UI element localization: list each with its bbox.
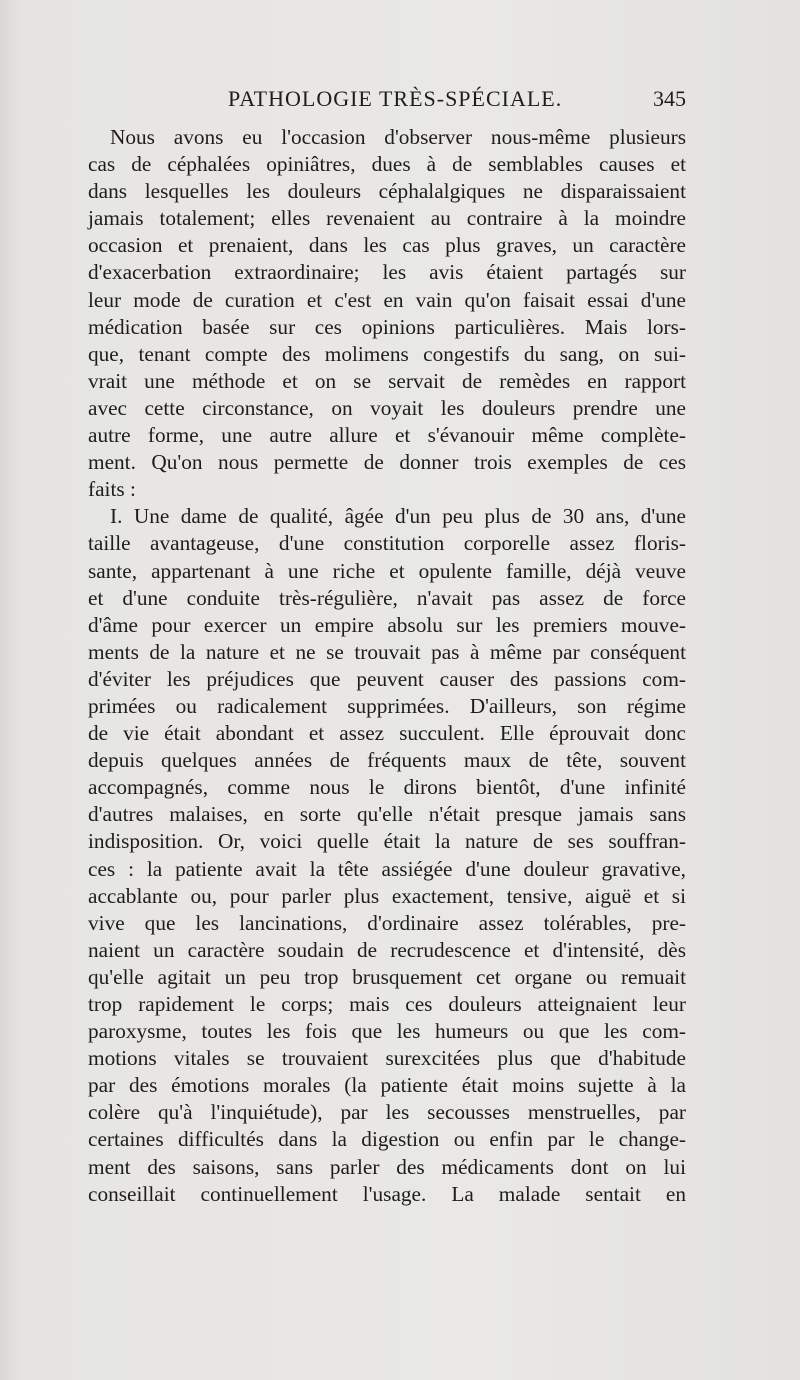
text-line: d'âme pour exercer un empire absolu sur les premiers mouve- [88,612,686,637]
text-line: accompagnés, comme nous le dirons bientôt, d'une infinité [88,775,686,800]
text-line: faits : [88,477,136,502]
text-line: I. Une dame de qualité, âgée d'un peu plus de 30 ans, d'une [110,504,686,529]
text-line: Nous avons eu l'occasion d'observer nous-même plusieurs [110,125,686,149]
text-line: d'exacerbation extraordinaire; les avis étaient partagés sur [88,260,686,285]
text-line: dans lesquelles les douleurs céphalalgiques ne disparaissaient [88,179,686,204]
text-line: par des émotions morales (la patiente était moins sujette à la [88,1073,686,1098]
text-line: taille avantageuse, d'une constitution corporelle assez floris- [88,531,686,556]
running-title: PATHOLOGIE TRÈS-SPÉCIALE. [228,86,563,111]
text-line: depuis quelques années de fréquents maux de tête, souvent [88,748,686,773]
text-line: occasion et prenaient, dans les cas plus graves, un caractère [88,233,686,258]
text-line: médication basée sur ces opinions particulières. Mais lors- [88,314,686,339]
text-line: trop rapidement le corps; mais ces douleurs atteignaient leur [88,992,686,1016]
text-line: d'autres malaises, en sorte qu'elle n'était presque jamais sans [88,802,686,827]
text-line: vive que les lancinations, d'ordinaire assez tolérables, pre- [88,910,686,935]
text-line: primées ou radicalement supprimées. D'ailleurs, son régime [88,693,686,718]
page-number: 345 [653,86,686,111]
text-line: sante, appartenant à une riche et opulente famille, déjà veuve [88,558,686,583]
text-line: d'éviter les préjudices que peuvent causer des passions com- [88,666,686,691]
text-line: naient un caractère soudain de recrudescence et d'intensité, dès [88,937,686,962]
page-header [86,86,686,116]
text-line: motions vitales se trouvaient surexcitées plus que d'habitude [88,1046,686,1071]
text-line: et d'une conduite très-régulière, n'avait pas assez de force [88,585,686,610]
text-line: jamais totalement; elles revenaient au contraire à la moindre [88,206,686,231]
text-line: conseillait continuellement l'usage. La malade sentait en [88,1181,686,1206]
text-line: ments de la nature et ne se trouvait pas à même par conséquent [88,639,686,664]
text-line: avec cette circonstance, on voyait les douleurs prendre une [88,395,686,420]
text-line: paroxysme, toutes les fois que les humeurs ou que les com- [88,1019,686,1044]
text-line: que, tenant compte des molimens congestifs du sang, on sui- [88,341,686,366]
text-line: cas de céphalées opiniâtres, dues à de semblables causes et [88,152,686,177]
text-line: indisposition. Or, voici quelle était la nature de ses souffran- [88,829,686,854]
text-line: de vie était abondant et assez succulent. Elle éprouvait donc [88,721,686,746]
text-line: autre forme, une autre allure et s'évanouir même complète- [88,423,686,448]
text-line: qu'elle agitait un peu trop brusquement cet organe ou remuait [88,964,686,989]
text-line: ment. Qu'on nous permette de donner trois exemples de ces [88,450,686,475]
text-line: certaines difficultés dans la digestion ou enfin par le change- [88,1127,686,1152]
text-line: colère qu'à l'inquiétude), par les secousses menstruelles, par [88,1100,686,1125]
text-line: vrait une méthode et on se servait de remèdes en rapport [88,368,686,393]
text-line: leur mode de curation et c'est en vain qu'on faisait essai d'une [88,287,686,312]
text-line: ment des saisons, sans parler des médicaments dont on lui [88,1154,686,1179]
body-text [88,124,686,1208]
text-line: accablante ou, pour parler plus exactement, tensive, aiguë et si [88,883,686,908]
text-line: ces : la patiente avait la tête assiégée d'une douleur gravative, [88,856,686,881]
